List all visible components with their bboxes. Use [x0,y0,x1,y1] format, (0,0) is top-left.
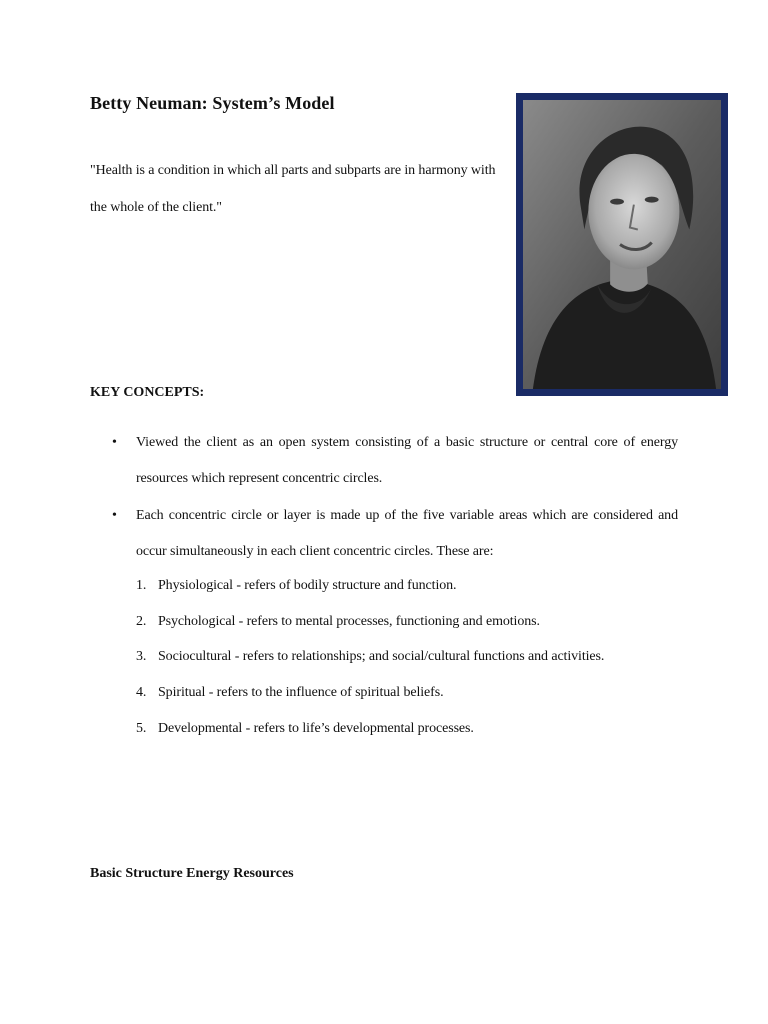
bullet-icon: • [112,508,117,523]
list-number: 2. [136,613,147,629]
list-item [136,604,604,640]
bullet-icon: • [112,435,117,450]
list-item [136,675,604,711]
list-number: 5. [136,720,147,736]
portrait-frame [516,93,728,396]
list-text: Physiological - refers of bodily structure and function. [158,578,457,593]
portrait-illustration [523,100,721,389]
list-number: 1. [136,578,147,593]
list-text: Psychological - refers to mental processes, functioning and emotions. [158,613,540,629]
list-text: Spiritual - refers to the influence of spiritual beliefs. [158,685,444,701]
list-item [136,711,604,747]
key-concepts-list [90,425,678,571]
key-concepts-heading: KEY CONCEPTS: [90,385,205,400]
list-text: Sociocultural - refers to relationships; and social/cultural functions and activities. [158,649,605,665]
list-number: 3. [136,649,147,665]
list-text: Developmental - refers to life’s developmental processes. [158,720,474,736]
list-item [136,639,604,675]
portrait-photo [523,100,721,389]
list-item [90,425,678,497]
health-quote: "Health is a condition in which all parts and subparts are in harmony with the whole of the client." [90,163,496,215]
bullet-text: Each concentric circle or layer is made up of the five variable areas which are considered and occur simultaneously in each client concentric circles. These are: [136,508,678,559]
basic-structure-heading: Basic Structure Energy Resources [90,866,294,881]
list-item [136,568,604,604]
list-number: 4. [136,685,147,701]
variable-areas-list [136,568,604,746]
list-item [90,498,678,570]
bullet-text: Viewed the client as an open system consisting of a basic structure or central core of energy resources which represent concentric circles. [136,435,678,486]
page-title: Betty Neuman: System’s Model [90,93,335,113]
